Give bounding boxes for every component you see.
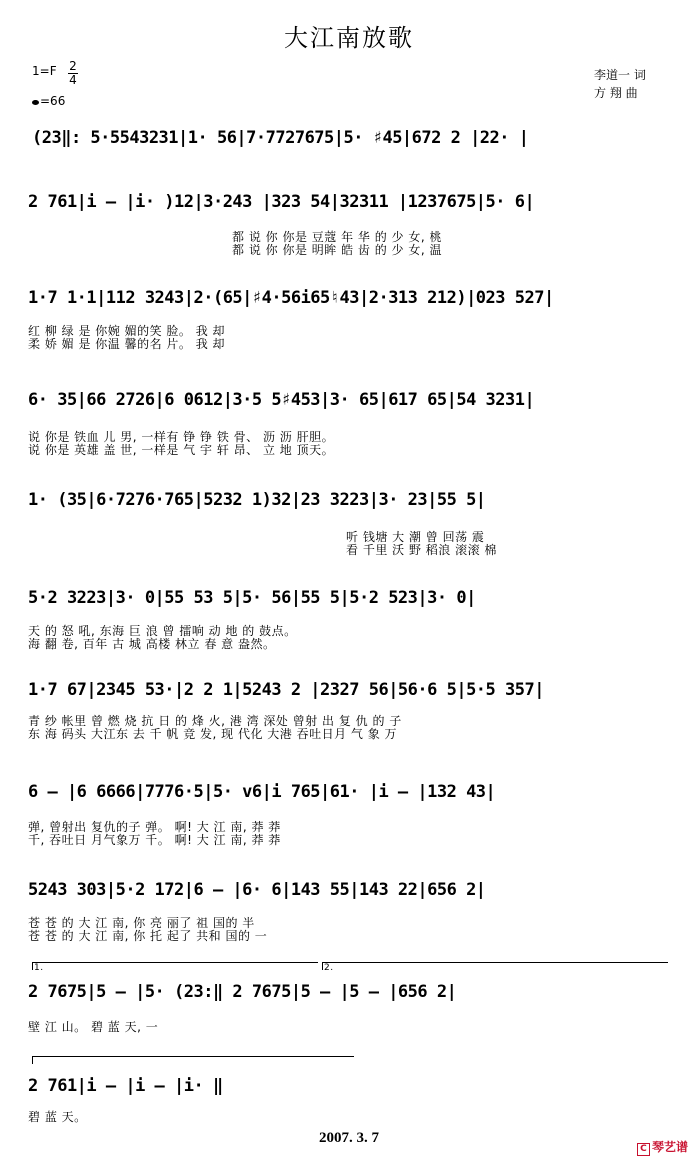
volta-3-bracket <box>32 1056 354 1057</box>
key-signature: 1=F <box>32 64 57 78</box>
notation-line-2: 2 761|i – |i· )12|3·243 |323 54|32311 |1237675|5· 6| <box>28 192 535 212</box>
lyric-line-6-verse-1: 天 的 怒 吼, 东海 巨 浪 曾 擂响 动 地 的 鼓点。 <box>28 624 297 638</box>
notation-line-9: 5243 303|5·2 172|6 – |6· 6|143 55|143 22|656 2| <box>28 880 486 900</box>
lyric-line-2-verse-2: 都 说 你 你是 明眸 皓 齿 的 少 女, 温 <box>232 243 442 257</box>
lyric-line-7-verse-1: 青 纱 帐里 曾 燃 烧 抗 日 的 烽 火, 港 湾 深处 曾射 出 复 仇 的 子 <box>28 714 402 728</box>
lyric-line-8-verse-1: 弹, 曾射出 复仇的子 弹。 啊! 大 江 南, 莽 莽 <box>28 820 281 834</box>
notation-line-7: 1·7 67|2345 53·|2 2 1|5243 2 |2327 56|56·6 5|5·5 357| <box>28 680 544 700</box>
volta-3-hook <box>32 1056 33 1064</box>
time-signature-top: 2 <box>69 59 77 73</box>
lyric-line-4-verse-2: 说 你是 英雄 盖 世, 一样是 气 宇 轩 昂、 立 地 顶天。 <box>28 443 335 457</box>
lyric-line-2-verse-1: 都 说 你 你是 豆蔻 年 华 的 少 女, 桃 <box>232 230 442 244</box>
notation-line-11: 2 761|i – |i – |i· ‖ <box>28 1076 223 1096</box>
quarter-note-icon <box>32 100 39 105</box>
site-logo: C 琴艺谱 <box>637 1138 688 1156</box>
lyric-line-5-verse-2: 看 千里 沃 野 稻浪 滚滚 棉 <box>346 543 497 557</box>
score-title: 大江南放歌 <box>284 24 414 52</box>
volta-2-hook <box>322 962 323 970</box>
volta-2-label: 2. <box>324 963 334 973</box>
lyric-line-9-verse-1: 苍 苍 的 大 江 南, 你 亮 丽了 祖 国的 半 <box>28 916 255 930</box>
notation-line-8: 6 – |6 6666|7776·5|5· v6|i 765|61· |i – |132 43| <box>28 782 496 802</box>
time-signature-bottom: 4 <box>69 73 77 87</box>
composer-credit: 方 翔 曲 <box>594 86 638 100</box>
notation-line-10: 2 7675|5 – |5· (23:‖ 2 7675|5 – |5 – |656 2| <box>28 982 457 1002</box>
lyric-line-3-verse-2: 柔 娇 媚 是 你温 馨的名 片。 我 却 <box>28 337 226 351</box>
volta-1-label: 1. <box>34 963 44 973</box>
tempo-marking: =66 <box>32 94 65 108</box>
notation-line-6: 5·2 3223|3· 0|55 53 5|5· 56|55 5|5·2 523|3· 0| <box>28 588 476 608</box>
volta-1-bracket <box>32 962 318 963</box>
volta-2-bracket <box>322 962 668 963</box>
logo-icon: C <box>637 1143 650 1156</box>
lyric-line-6-verse-2: 海 翻 卷, 百年 古 城 高楼 林立 春 意 盎然。 <box>28 637 276 651</box>
lyric-line-8-verse-2: 千, 吞吐日 月气象万 千。 啊! 大 江 南, 莽 莽 <box>28 833 281 847</box>
lyricist-credit: 李道一 词 <box>594 68 646 82</box>
notation-line-3: 1·7 1·1|112 3243|2·(65|♯4·56i65♮43|2·313 212)|023 527| <box>28 288 554 308</box>
lyric-line-3-verse-1: 红 柳 绿 是 你婉 媚的笑 脸。 我 却 <box>28 324 226 338</box>
notation-line-5: 1· (35|6·7276·765|5232 1)32|23 3223|3· 23|55 5| <box>28 490 486 510</box>
notation-line-1: (23‖: 5·5543231|1· 56|7·7727675|5· ♯45|672 2 |22· | <box>32 128 529 148</box>
lyric-line-11: 碧 蓝 天。 <box>28 1110 87 1124</box>
lyric-line-5-verse-1: 听 钱塘 大 潮 曾 回荡 震 <box>346 530 485 544</box>
time-signature <box>68 60 78 87</box>
notation-line-4: 6· 35|66 2726|6 0612|3·5 5♯453|3· 65|617 65|54 3231| <box>28 390 535 410</box>
lyric-line-7-verse-2: 东 海 码头 大江东 去 千 帆 竞 发, 现 代化 大港 吞吐日月 气 象 万 <box>28 727 398 741</box>
lyric-line-10: 壁 江 山。 碧 蓝 天, 一 <box>28 1020 159 1034</box>
date-stamp: 2007. 3. 7 <box>319 1130 379 1146</box>
lyric-line-9-verse-2: 苍 苍 的 大 江 南, 你 托 起了 共和 国的 一 <box>28 929 268 943</box>
lyric-line-4-verse-1: 说 你是 铁血 儿 男, 一样有 铮 铮 铁 骨、 沥 沥 肝胆。 <box>28 430 335 444</box>
volta-1-hook <box>32 962 33 970</box>
